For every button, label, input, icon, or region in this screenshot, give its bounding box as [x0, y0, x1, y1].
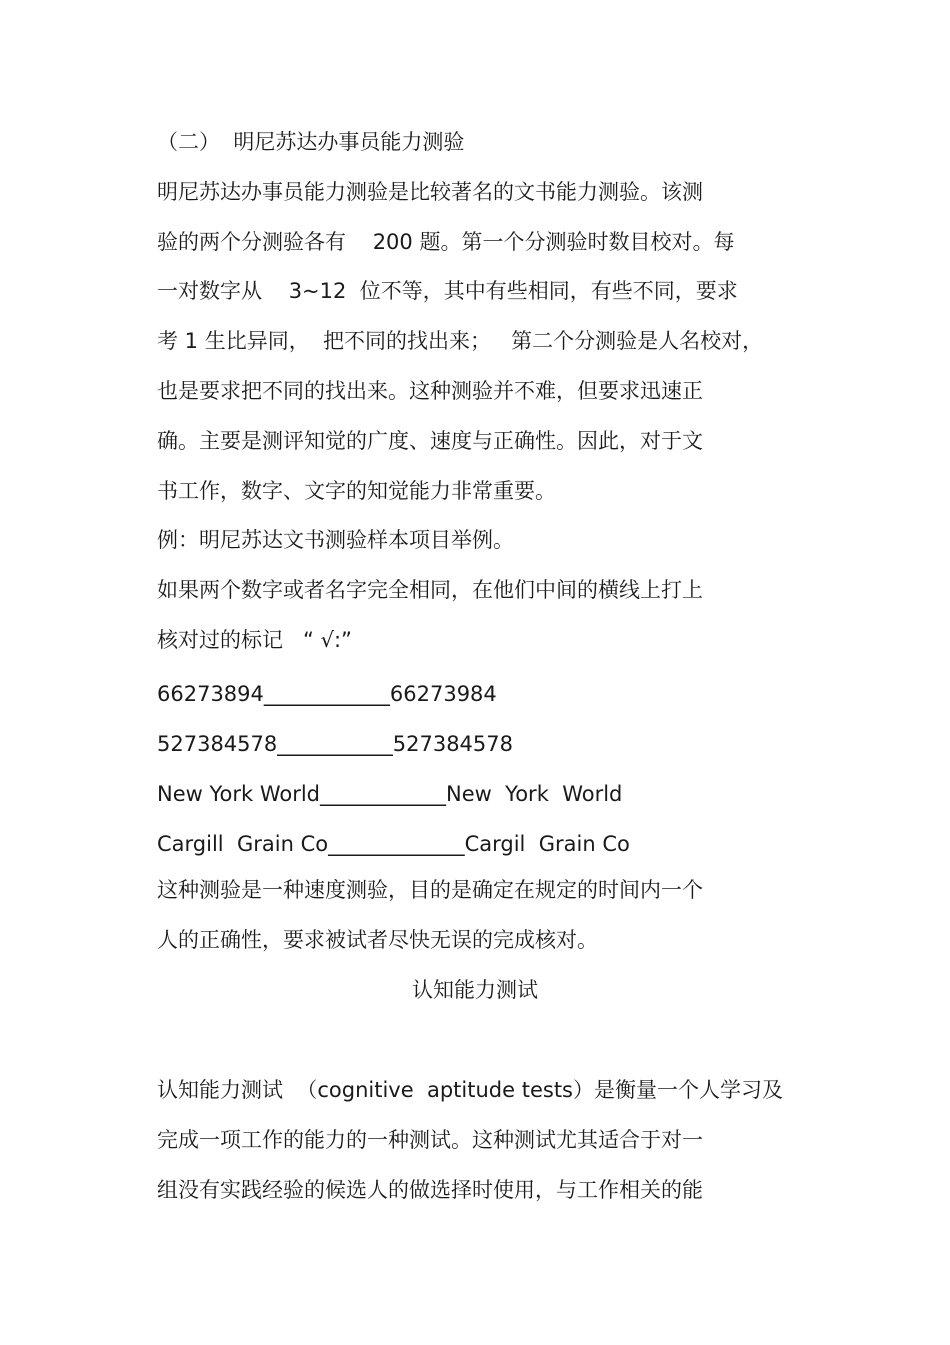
instruction-line: 核对过的标记 “ √:” — [157, 628, 352, 652]
paragraph-line: 完成一项工作的能力的一种测试。这种测试尤其适合于对一 — [157, 1128, 703, 1152]
paragraph-line: 考 1 生比异同， 把不同的找出来； 第二个分测验是人名校对， — [157, 329, 764, 353]
paragraph-line: 这种测验是一种速度测验，目的是确定在规定的时间内一个 — [157, 878, 703, 902]
example-line: 例：明尼苏达文书测验样本项目举例。 — [157, 528, 514, 552]
comparison-item: 66273894____________66273984 — [157, 682, 497, 706]
paragraph-line: 书工作，数字、文字的知觉能力非常重要。 — [157, 479, 556, 503]
section-title: 认知能力测试 — [412, 978, 538, 1002]
paragraph-line: 也是要求把不同的找出来。这种测验并不难，但要求迅速正 — [157, 379, 703, 403]
comparison-item: New York World____________New York World — [157, 782, 623, 806]
paragraph-line: 人的正确性，要求被试者尽快无误的完成核对。 — [157, 928, 598, 952]
instruction-line: 如果两个数字或者名字完全相同，在他们中间的横线上打上 — [157, 578, 703, 602]
section-heading: （二） 明尼苏达办事员能力测验 — [157, 130, 465, 154]
paragraph-line: 明尼苏达办事员能力测验是比较著名的文书能力测验。该测 — [157, 180, 703, 204]
comparison-item: 527384578___________527384578 — [157, 732, 513, 756]
paragraph-line: 一对数字从 3~12 位不等，其中有些相同，有些不同，要求 — [157, 279, 738, 303]
paragraph-line: 确。主要是测评知觉的广度、速度与正确性。因此，对于文 — [157, 429, 703, 453]
comparison-item: Cargill Grain Co_____________Cargil Grain Co — [157, 832, 630, 856]
paragraph-line: 验的两个分测验各有 200 题。第一个分测验时数目校对。每 — [157, 230, 735, 254]
paragraph-line: 组没有实践经验的候选人的做选择时使用，与工作相关的能 — [157, 1178, 703, 1202]
paragraph-line: 认知能力测试 （cognitive aptitude tests）是衡量一个人学习及 — [157, 1078, 783, 1102]
